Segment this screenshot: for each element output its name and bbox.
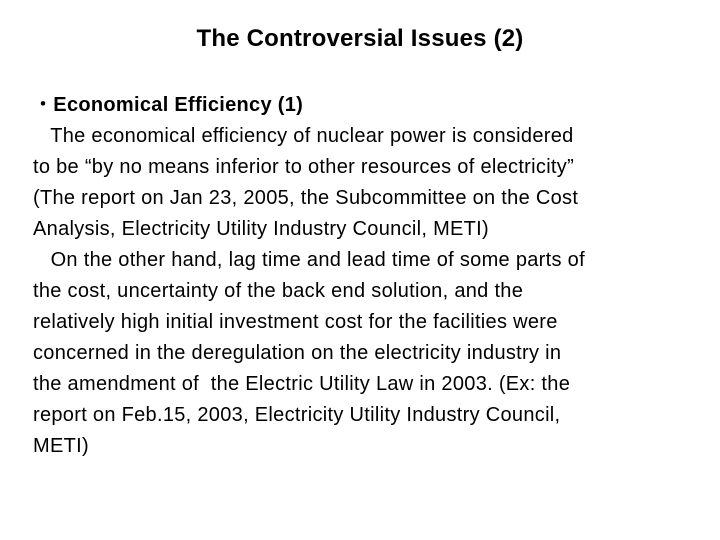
slide-title: The Controversial Issues (2) bbox=[196, 25, 524, 52]
section-heading: ・Economical Efficiency (1) bbox=[33, 94, 304, 116]
body-line: concerned in the deregulation on the electricity industry in bbox=[33, 342, 562, 364]
body-line: report on Feb.15, 2003, Electricity Utility Industry Council, bbox=[33, 404, 561, 426]
body-line: relatively high initial investment cost for the facilities were bbox=[33, 311, 558, 333]
body-line: Analysis, Electricity Utility Industry Council, METI) bbox=[33, 218, 489, 240]
body-line: the cost, uncertainty of the back end solution, and the bbox=[33, 280, 524, 302]
body-line: to be “by no means inferior to other resources of electricity” bbox=[33, 156, 575, 178]
body-line: On the other hand, lag time and lead time of some parts of bbox=[33, 249, 585, 271]
body-line: METI) bbox=[33, 435, 89, 457]
body-line: (The report on Jan 23, 2005, the Subcommittee on the Cost bbox=[33, 187, 579, 209]
slide-body bbox=[33, 90, 703, 462]
body-line: The economical efficiency of nuclear power is considered bbox=[33, 125, 574, 147]
body-line: the amendment of the Electric Utility Law in 2003. (Ex: the bbox=[33, 373, 571, 395]
